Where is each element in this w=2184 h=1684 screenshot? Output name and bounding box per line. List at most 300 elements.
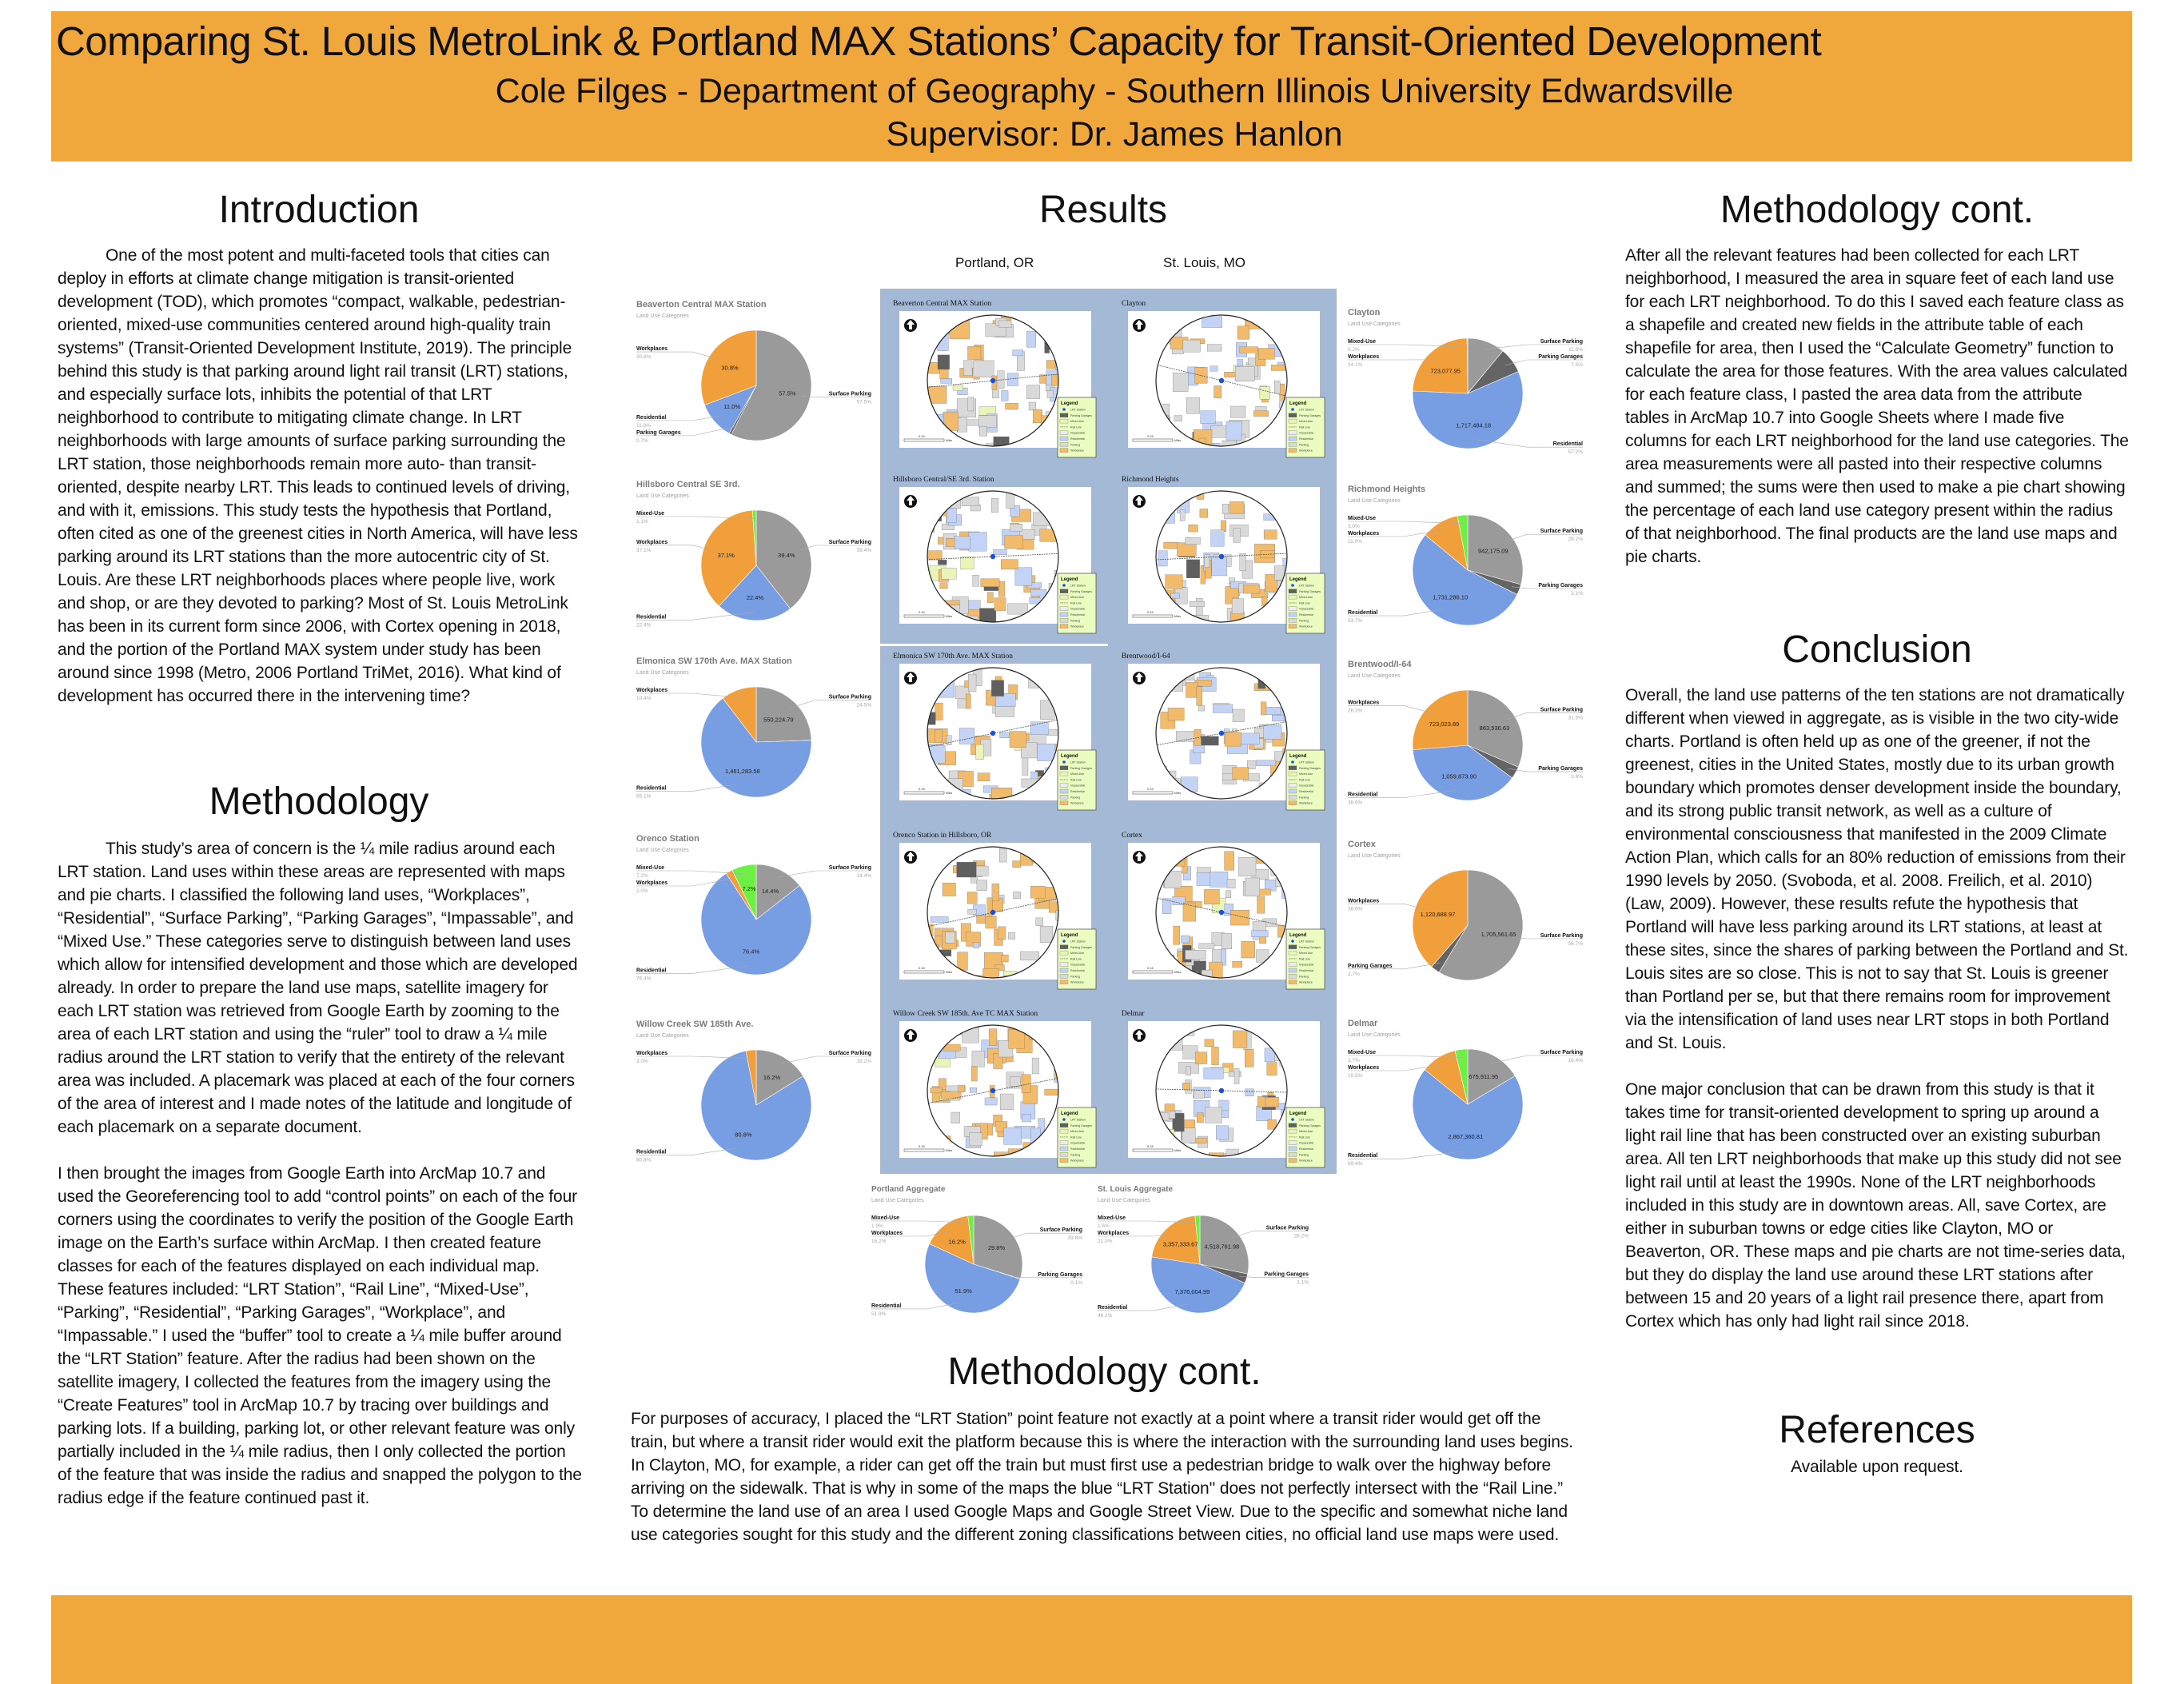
lrt-station-marker: [1219, 910, 1224, 915]
slice-legend-label: Surface Parking: [1540, 529, 1583, 535]
legend-item: Rail Line: [1299, 957, 1310, 961]
legend-item: Residential: [1070, 1147, 1085, 1151]
methodology-cont-middle-heading: Methodology cont.: [947, 1351, 1261, 1393]
introduction-paragraph: One of the most potent and multi-faceted tools that cities can deploy in efforts at climate change mitigation is transit-oriented development (TOD), which promotes “compact, walkable, pedestrian-oriented, mixed-use communities centered around high-quality train systems” (Transit-Oriented Development Institute, 2019). The principle behind this study is that parking around light rail transit (LRT) stations, and especially surface lots, inhibits the potential of that LRT neighborhood to contribute to mitigating climate change. In LRT neighborhoods with large amounts of surface parking surrounding the LRT station, those neighborhoods remain more auto- than transit-oriented, despite nearby LRT. This leads to continued levels of driving, and with it, emissions. This study tests the hypothesis that Portland, often cited as one of the greenest cities in North America, will have less parking around its LRT stations than the more autocentric city of St. Louis. Are these LRT neighborhoods places where people live, work and shop, or are they devoted to parking? Most of St. Louis MetroLink has been in its current form since 2006, with Cortex opening in 2018, and the portion of the Portland MAX system under study has been around since 1998 (Metro, 2006 Portland TriMet, 2016). What kind of development has occurred there in the intervening time?: [58, 246, 578, 705]
land-parcel: [1207, 345, 1222, 352]
land-parcel: [972, 1051, 985, 1067]
map-title: Hillsboro Central/SE 3rd. Station: [893, 476, 994, 484]
slice-legend-label: Workplaces: [636, 346, 668, 353]
slice-legend-percent: 57.5%: [856, 399, 871, 405]
land-parcel: [1036, 918, 1043, 926]
land-parcel: [1002, 955, 1009, 962]
land-parcel: [1013, 350, 1023, 356]
legend-item: Rail Line: [1299, 1135, 1310, 1139]
pie-chart: [1346, 1016, 1586, 1188]
slice-legend-label: Mixed-Use: [1348, 1050, 1377, 1055]
land-parcel: [941, 378, 952, 383]
legend-item: LRT Station: [1070, 1118, 1086, 1122]
land-parcel: [1237, 326, 1249, 339]
legend-item: Parking Garages: [1299, 945, 1321, 949]
legend-item: Workplace: [1299, 801, 1313, 805]
land-parcel: [1180, 509, 1185, 521]
slice-legend-label: Residential: [1098, 1304, 1128, 1311]
land-parcel: [1186, 682, 1198, 697]
slice-value-label: 22.4%: [746, 593, 764, 601]
land-parcel: [1233, 709, 1244, 722]
land-parcel: [989, 1029, 997, 1046]
land-parcel: [1212, 1047, 1219, 1064]
slice-legend-label: Surface Parking: [828, 1051, 871, 1056]
land-parcel: [1189, 525, 1198, 532]
slice-legend-label: Workplaces: [1348, 354, 1380, 360]
north-arrow-icon: [904, 319, 917, 332]
land-parcel: [991, 680, 1003, 696]
legend-title: Legend: [1061, 577, 1078, 582]
land-parcel: [1222, 504, 1229, 513]
land-parcel: [1197, 1113, 1203, 1123]
land-parcel: [1010, 732, 1026, 748]
land-parcel: [1040, 926, 1053, 942]
land-parcel: [1222, 933, 1231, 949]
land-parcel: [1205, 1040, 1214, 1047]
pie-slice-surface-parking: [756, 687, 811, 742]
slice-value-label: 39.4%: [778, 551, 795, 559]
legend-title: Legend: [1061, 1111, 1078, 1116]
results-heading: Results: [1038, 189, 1168, 231]
slice-value-label: 1,059,873.90: [1441, 772, 1477, 780]
slice-legend-label: Residential: [1552, 441, 1583, 448]
pie-chart: [870, 1182, 1086, 1318]
legend-item: Mixed-Use: [1299, 952, 1313, 956]
land-use-map: [890, 841, 1106, 1001]
slice-value-label: 16.2%: [763, 1074, 781, 1082]
slice-legend-percent: 3.1%: [1297, 1279, 1309, 1286]
legend-item: Impassable: [1070, 1141, 1086, 1145]
slice-legend-label: Residential: [636, 614, 667, 621]
legend-item: Parking: [1070, 975, 1081, 979]
land-parcel: [969, 532, 987, 551]
legend-item: Impassable: [1070, 784, 1086, 788]
slice-legend-percent: 11.0%: [636, 422, 651, 429]
slice-legend-percent: 53.7%: [1348, 618, 1363, 625]
land-parcel: [1202, 317, 1222, 328]
legend-item: Rail Line: [1070, 1135, 1082, 1139]
land-parcel: [1265, 1097, 1278, 1107]
chart-subtitle: Land Use Categories: [636, 848, 689, 853]
pie-chart: [1346, 482, 1586, 654]
legend-item: Workplace: [1070, 801, 1084, 805]
land-parcel: [957, 862, 976, 877]
slice-value-label: 11.0%: [723, 403, 741, 411]
scale-bar: [1133, 439, 1173, 441]
legend-item: Mixed-Use: [1299, 420, 1313, 424]
land-parcel: [1264, 724, 1281, 739]
map-legend: [1058, 750, 1096, 810]
slice-legend-label: Parking Garages: [1538, 354, 1583, 360]
land-parcel: [1195, 367, 1208, 383]
land-parcel: [1026, 331, 1035, 347]
land-parcel: [970, 1133, 982, 1146]
land-parcel: [1168, 708, 1184, 720]
land-use-map: [1118, 841, 1334, 1001]
legend-item: Residential: [1299, 790, 1313, 793]
methodology-heading: Methodology: [209, 780, 429, 823]
legend-item: Parking Garages: [1070, 589, 1092, 593]
legend-item: LRT Station: [1070, 584, 1086, 588]
scale-value: 0.15: [919, 1144, 925, 1148]
slice-legend-percent: 16.4%: [1568, 1058, 1583, 1063]
land-parcel: [942, 568, 957, 579]
land-parcel: [1232, 599, 1244, 614]
slice-value-label: 1,461,283.58: [724, 768, 760, 776]
legend-item: Mixed-Use: [1070, 1130, 1085, 1134]
land-parcel: [1225, 732, 1241, 746]
chart-subtitle: Land Use Categories: [636, 1033, 689, 1039]
land-parcel: [1173, 373, 1188, 391]
north-arrow-icon: [904, 1029, 917, 1042]
land-parcel: [1198, 705, 1204, 711]
methodology-cont-middle-text: For purposes of accuracy, I placed the “LRT Station” point feature not exactly at a point where a transit rider would get off the train, but where a transit rider would exit the platform because this is where the interaction with the surrounding land uses begins. In Clayton, MO, for example, a rider can get off the train but must first use a pedestrian bridge to walk over the highway before arriving on the sidewalk. That is why in some of the maps the blue “LRT Station'' does not perfectly intersect with the “Rail Line.” To determine the land use of an area I used Google Maps and Google Street View. Due to the specific and somewhat niche land use categories sought for this study and the different zoning classifications between cities, no official land use maps were used.: [631, 1410, 1573, 1544]
slice-legend-percent: 37.1%: [636, 547, 652, 553]
slice-legend-label: Workplaces: [871, 1231, 903, 1236]
land-parcel: [1264, 530, 1277, 539]
map-title: Clayton: [1122, 300, 1146, 308]
legend-item: Residential: [1299, 1147, 1313, 1151]
slice-legend-percent: 51.9%: [871, 1311, 887, 1317]
methodology-cont-right-text: After all the relevant features had been collected for each LRT neighborhood, I measured the area in square feet of each land use for each LRT neighborhood. To do this I saved each feature class as a shapefile and created new fields in the attribute table of each shapefile for area, then I used the “Calculate Geometry” function to calculate the area for those features. With the area values calculated for each feature class, I pasted the area data from the attribute tables in ArcMap 10.7 into Google Sheets where I made five columns for each LRT neighborhood for the land use categories. The area measurements were all pasted into their respective columns and summed; the sums were then used to make a pie chart showing the percentage of each land use category present within the radius of that neighborhood. The final products are the land use maps and pie charts.: [1625, 246, 2129, 566]
land-parcel: [1196, 598, 1202, 616]
land-use-map: [890, 1020, 1106, 1179]
land-parcel: [1212, 557, 1227, 576]
north-arrow-icon: [1133, 495, 1146, 508]
references-heading: References: [1779, 1409, 1975, 1451]
legend-item: Rail Line: [1070, 601, 1082, 605]
slice-legend-label: Mixed-Use: [871, 1215, 900, 1221]
chart-title: Brentwood/I-64: [1348, 660, 1412, 669]
slice-value-label: 550,224.79: [763, 716, 794, 724]
land-parcel: [1245, 1049, 1253, 1067]
scale-value: 0.15: [919, 966, 925, 970]
legend-item: Residential: [1299, 437, 1313, 441]
land-parcel: [962, 497, 979, 506]
slice-value-label: 942,175.09: [1478, 547, 1508, 555]
legend-title: Legend: [1289, 754, 1307, 759]
author-line: Cole Filges - Department of Geography - Southern Illinois University Edwardsville: [495, 72, 1734, 110]
land-parcel: [1257, 896, 1265, 913]
lrt-station-marker: [990, 554, 995, 559]
legend-item: Mixed-Use: [1070, 420, 1085, 424]
slice-value-label: 863,536.63: [1479, 724, 1510, 732]
land-parcel: [1211, 425, 1227, 437]
land-parcel: [1233, 1031, 1247, 1048]
chart-subtitle: Land Use Categories: [636, 313, 689, 319]
slice-legend-percent: 38.6%: [1348, 800, 1363, 806]
slice-legend-percent: 1.6%: [1098, 1223, 1110, 1229]
legend-title: Legend: [1289, 933, 1307, 938]
map-legend: [1058, 1107, 1096, 1167]
lrt-station-marker: [1219, 1088, 1224, 1093]
map-title: Cortex: [1122, 832, 1142, 840]
land-parcel: [1183, 340, 1201, 352]
scale-unit: Miles: [1174, 1149, 1182, 1152]
land-parcel: [1186, 950, 1206, 960]
land-parcel: [1202, 736, 1219, 745]
slice-value-label: 80.8%: [735, 1131, 752, 1139]
land-parcel: [1186, 537, 1201, 545]
slice-value-label: 1,717,484.18: [1456, 421, 1492, 429]
land-parcel: [1022, 1075, 1030, 1093]
methodology-text: [58, 837, 582, 1510]
land-use-map: [1118, 662, 1334, 822]
slice-value-label: 675,911.95: [1469, 1073, 1499, 1081]
legend-item: Rail Line: [1299, 601, 1310, 605]
land-parcel: [1047, 391, 1054, 398]
legend-item: Parking: [1070, 796, 1081, 800]
legend-item: Mixed-Use: [1299, 596, 1313, 600]
land-parcel: [1181, 936, 1189, 943]
land-parcel: [1211, 530, 1224, 547]
land-parcel: [1015, 568, 1032, 585]
land-parcel: [973, 943, 979, 948]
slice-legend-percent: 29.2%: [1568, 537, 1583, 543]
legend-item: Impassable: [1299, 1141, 1314, 1145]
pie-chart: [1346, 305, 1586, 477]
legend-item: Rail Line: [1070, 778, 1082, 782]
slice-legend-label: Surface Parking: [1265, 1225, 1309, 1231]
slice-legend-label: Surface Parking: [1540, 932, 1583, 939]
land-parcel: [1177, 543, 1196, 557]
land-parcel: [1240, 733, 1259, 744]
scale-unit: Miles: [1174, 615, 1182, 618]
lrt-station-marker: [1219, 554, 1224, 559]
slice-legend-percent: 22.4%: [636, 622, 652, 629]
land-parcel: [1280, 384, 1285, 400]
map-title: Brentwood/I-64: [1122, 652, 1170, 660]
slice-legend-label: Parking Garages: [1264, 1271, 1309, 1278]
chart-subtitle: Land Use Categories: [1348, 1032, 1401, 1038]
slice-legend-percent: 38.6%: [1348, 906, 1363, 912]
chart-subtitle: Land Use Categories: [1348, 853, 1401, 859]
chart-title: Orenco Station: [636, 834, 699, 844]
north-arrow-icon: [904, 495, 917, 508]
slice-value-label: 37.1%: [717, 551, 735, 559]
land-parcel: [968, 909, 977, 914]
slice-value-label: 57.5%: [779, 389, 796, 397]
land-parcel: [1174, 416, 1182, 421]
land-parcel: [1224, 449, 1233, 465]
land-parcel: [951, 1112, 960, 1123]
slice-legend-label: Surface Parking: [828, 694, 871, 700]
land-parcel: [938, 560, 947, 565]
scale-bar: [1133, 1149, 1173, 1151]
land-parcel: [1020, 952, 1038, 960]
map-title: Beaverton Central MAX Station: [893, 300, 992, 308]
land-parcel: [1214, 386, 1222, 398]
land-parcel: [1000, 1094, 1014, 1110]
land-parcel: [1014, 892, 1021, 899]
land-parcel: [981, 579, 999, 587]
land-parcel: [1274, 381, 1280, 393]
slice-legend-percent: 28.2%: [1293, 1233, 1309, 1239]
slice-value-label: 723,077.95: [1430, 367, 1461, 375]
legend-item: Mixed-Use: [1299, 1130, 1313, 1134]
legend-item: Workplace: [1070, 625, 1084, 629]
land-parcel: [1182, 1083, 1190, 1090]
land-parcel: [935, 703, 943, 720]
land-parcel: [1186, 1067, 1190, 1075]
slice-value-label: 29.8%: [987, 1244, 1006, 1252]
slice-legend-percent: 16.2%: [856, 1059, 871, 1064]
legend-title: Legend: [1289, 1111, 1307, 1116]
land-parcel: [1260, 387, 1270, 399]
legend-item: Parking Garages: [1299, 589, 1321, 593]
legend-title: Legend: [1061, 754, 1078, 759]
legend-item: Rail Line: [1070, 425, 1082, 429]
land-parcel: [1001, 560, 1018, 569]
chart-subtitle: Land Use Categories: [636, 493, 689, 499]
legend-item: Residential: [1070, 613, 1085, 617]
land-parcel: [1205, 1107, 1222, 1123]
land-parcel: [978, 773, 990, 781]
slice-legend-percent: 11.0%: [1568, 347, 1583, 353]
legend-item: LRT Station: [1299, 584, 1314, 588]
north-arrow-icon: [904, 851, 917, 864]
land-parcel: [1000, 732, 1010, 738]
land-parcel: [1022, 758, 1028, 776]
conclusion-paragraph-1: Overall, the land use patterns of the ten stations are not dramatically different when viewed in aggregate, as is visible in the two city-wide charts. Portland is often held up as one of the greener, if not the greenest, cities in the United States, mostly due to its urban growth boundary which promotes denser development inside the boundary, and its strong public transit network, as well as a culture of environmental consciousness that manifested in the 2009 Climate Action Plan, which calls for an 80% reduction of emissions from their 1990 levels by 2050. (Svoboda, et al. 2008. Freilich, et al. 2010) (Law, 2009). However, these results refute the hypothesis that Portland will have less parking around its LRT stations, at least at these sites, since the shares of parking between the Portland and St. Louis sites are so close. This is not to say that St. Louis is greener than Portland per se, but that there remains room for improvement via the intensification of land uses near LRT stops in both Portland and St. Louis.: [1625, 686, 2129, 1052]
legend-item: Impassable: [1299, 607, 1314, 611]
land-parcel: [976, 744, 984, 760]
chart-subtitle: Land Use Categories: [636, 670, 689, 676]
map-legend: [1286, 573, 1325, 633]
poster-footer: [51, 1595, 2132, 1684]
scale-unit: Miles: [946, 615, 953, 618]
land-parcel: [947, 509, 957, 523]
legend-item: Workplace: [1299, 449, 1313, 453]
land-parcel: [1253, 411, 1268, 417]
land-use-map: [890, 309, 1106, 469]
slice-legend-label: Mixed-Use: [1348, 339, 1377, 345]
chart-title: Beaverton Central MAX Station: [636, 300, 767, 309]
land-parcel: [1195, 1052, 1207, 1064]
references-text: Available upon request.: [1791, 1458, 1963, 1476]
slice-legend-percent: 3.0%: [636, 1059, 648, 1064]
legend-item: Parking: [1070, 1153, 1081, 1157]
land-parcel: [929, 386, 947, 403]
land-parcel: [1213, 704, 1232, 713]
conclusion-text: [1625, 684, 2130, 1333]
slice-legend-label: Residential: [636, 414, 667, 421]
legend-item: Rail Line: [1070, 957, 1082, 961]
legend-item: Parking Garages: [1070, 766, 1092, 770]
slice-legend-percent: 0.7%: [636, 437, 648, 444]
legend-item: Parking: [1299, 975, 1309, 979]
slice-value-label: 4,518,761.98: [1204, 1243, 1240, 1251]
land-parcel: [1237, 449, 1250, 457]
land-parcel: [1174, 926, 1180, 944]
slice-legend-percent: 14.4%: [856, 873, 871, 879]
slice-legend-label: Workplaces: [1098, 1231, 1130, 1236]
slice-legend-percent: 76.4%: [636, 976, 652, 982]
land-parcel: [999, 321, 1011, 328]
land-parcel: [1164, 542, 1178, 549]
legend-item: Parking: [1070, 443, 1081, 447]
land-parcel: [992, 389, 998, 397]
land-parcel: [1210, 366, 1218, 372]
land-parcel: [968, 346, 981, 359]
land-parcel: [1251, 931, 1268, 937]
slice-legend-percent: 3.1%: [1571, 590, 1583, 597]
slice-legend-percent: 39.4%: [856, 547, 871, 553]
legend-title: Legend: [1061, 933, 1078, 938]
land-parcel: [1234, 1068, 1239, 1083]
slice-value-label: 1,705,561.65: [1481, 930, 1516, 938]
slice-legend-percent: 3.7%: [1348, 1058, 1360, 1063]
land-parcel: [1005, 536, 1023, 549]
slice-legend-percent: 65.1%: [636, 793, 652, 800]
land-use-map: [890, 485, 1106, 645]
land-parcel: [968, 397, 974, 411]
land-parcel: [970, 1087, 977, 1092]
legend-item: Mixed-Use: [1070, 596, 1085, 600]
land-parcel: [1030, 589, 1046, 596]
land-use-map: [890, 662, 1106, 822]
slice-legend-label: Workplaces: [1348, 531, 1380, 537]
land-parcel: [1186, 560, 1200, 578]
slice-legend-label: Parking Garages: [1038, 1271, 1082, 1278]
land-parcel: [1004, 1127, 1022, 1144]
land-parcel: [986, 443, 994, 454]
scale-value: 0.15: [1147, 434, 1154, 438]
slice-legend-percent: 3.6%: [1571, 774, 1583, 780]
pie-chart: [635, 297, 875, 469]
legend-item: LRT Station: [1299, 940, 1314, 944]
legend-item: LRT Station: [1299, 1118, 1314, 1122]
scale-value: 0.15: [1147, 787, 1154, 791]
land-parcel: [1026, 385, 1040, 399]
chart-title: Hillsboro Central SE 3rd.: [636, 480, 740, 489]
land-parcel: [1226, 891, 1231, 898]
scale-unit: Miles: [1174, 971, 1182, 974]
land-parcel: [1163, 448, 1168, 457]
legend-item: Residential: [1299, 613, 1313, 617]
legend-item: Workplace: [1070, 449, 1084, 453]
map-legend: [1286, 1107, 1325, 1167]
slice-legend-label: Mixed-Use: [636, 511, 665, 517]
land-parcel: [1238, 857, 1256, 876]
land-parcel: [1240, 347, 1258, 353]
scale-bar: [1133, 792, 1173, 794]
poster-header: [51, 11, 2132, 162]
legend-item: LRT Station: [1070, 940, 1086, 944]
slice-legend-label: Surface Parking: [1540, 339, 1583, 345]
lrt-station-marker: [1219, 731, 1224, 736]
pie-chart: [1346, 837, 1586, 1009]
slice-legend-percent: 26.3%: [1348, 708, 1363, 714]
land-parcel: [1230, 406, 1245, 417]
scale-unit: Miles: [1174, 439, 1182, 442]
slice-value-label: 51.9%: [955, 1287, 972, 1295]
map-legend: [1286, 929, 1325, 989]
land-parcel: [1216, 1126, 1228, 1139]
slice-legend-label: Surface Parking: [1039, 1227, 1082, 1234]
pie-chart: [1096, 1182, 1312, 1318]
land-parcel: [959, 728, 974, 744]
land-parcel: [1046, 361, 1055, 369]
map-legend: [1058, 397, 1096, 457]
land-parcel: [971, 1067, 977, 1081]
legend-item: Parking Garages: [1299, 1123, 1321, 1127]
